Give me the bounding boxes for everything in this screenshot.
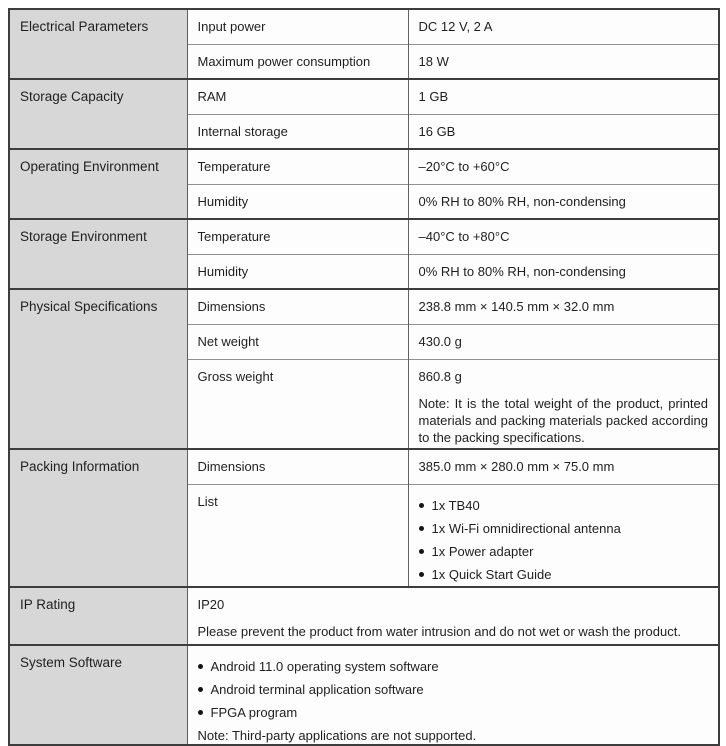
value-cell: 16 GB: [408, 114, 719, 149]
parameter-cell: Humidity: [187, 184, 408, 219]
note-text: Note: Third-party applications are not supported.: [197, 727, 477, 743]
parameter-cell: Maximum power consumption: [187, 44, 408, 79]
list-item-label: Android terminal application software: [210, 681, 424, 697]
value-cell: –20°C to +60°C: [408, 149, 719, 184]
list-item: [198, 678, 709, 701]
parameter-cell: List: [187, 484, 408, 587]
parameter-cell: Net weight: [187, 324, 408, 359]
bullet-icon: [419, 572, 424, 577]
list-item: [419, 563, 709, 586]
category-cell: System Software: [9, 645, 187, 745]
table-row: [9, 79, 719, 114]
value-cell: 18 W: [408, 44, 719, 79]
value-cell: DC 12 V, 2 A: [408, 9, 719, 44]
list-item: [419, 540, 709, 563]
category-cell: Packing Information: [9, 449, 187, 587]
list-item-label: 1x Wi-Fi omnidirectional antenna: [431, 520, 621, 536]
parameter-cell: RAM: [187, 79, 408, 114]
bullet-icon: [198, 710, 203, 715]
bullet-icon: [419, 503, 424, 508]
spec-table: [8, 8, 720, 746]
table-row: [9, 219, 719, 254]
category-cell: IP Rating: [9, 587, 187, 645]
table-row: [9, 289, 719, 324]
list-item-label: FPGA program: [210, 704, 298, 720]
bullet-icon: [419, 526, 424, 531]
parameter-cell: Dimensions: [187, 449, 408, 484]
category-cell: Operating Environment: [9, 149, 187, 219]
parameter-cell: Gross weight: [187, 359, 408, 449]
value-cell: 238.8 mm × 140.5 mm × 32.0 mm: [408, 289, 719, 324]
list-item-label: 1x TB40: [431, 497, 480, 513]
bullet-icon: [198, 664, 203, 669]
list-item: [198, 655, 709, 678]
table-row: [9, 587, 719, 645]
category-cell: Storage Environment: [9, 219, 187, 289]
value-cell: [408, 359, 719, 449]
bullet-icon: [419, 549, 424, 554]
bullet-icon: [198, 687, 203, 692]
value-cell: [187, 587, 719, 645]
parameter-cell: Internal storage: [187, 114, 408, 149]
table-row: [9, 645, 719, 745]
parameter-cell: Dimensions: [187, 289, 408, 324]
parameter-cell: Temperature: [187, 219, 408, 254]
parameter-cell: Temperature: [187, 149, 408, 184]
value-cell: –40°C to +80°C: [408, 219, 719, 254]
value-cell: 0% RH to 80% RH, non-condensing: [408, 184, 719, 219]
category-cell: Physical Specifications: [9, 289, 187, 449]
list-item: [419, 517, 709, 540]
value-text: IP20: [197, 596, 225, 612]
table-row: [9, 9, 719, 44]
list-item: [198, 701, 709, 724]
software-list: [198, 655, 709, 724]
parameter-cell: Input power: [187, 9, 408, 44]
list-item-label: Android 11.0 operating system software: [210, 658, 439, 674]
value-cell: 430.0 g: [408, 324, 719, 359]
packing-list: [419, 494, 709, 586]
value-cell: 385.0 mm × 280.0 mm × 75.0 mm: [408, 449, 719, 484]
note-text: Note: It is the total weight of the product, printed materials and packing materials packed according to the packing specifications.: [418, 395, 708, 445]
category-cell: Electrical Parameters: [9, 9, 187, 79]
value-cell: 0% RH to 80% RH, non-condensing: [408, 254, 719, 289]
value-text: 860.8 g: [418, 368, 462, 384]
value-cell: 1 GB: [408, 79, 719, 114]
table-row: [9, 149, 719, 184]
list-item-label: 1x Power adapter: [431, 543, 534, 559]
parameter-cell: Humidity: [187, 254, 408, 289]
list-item: [419, 494, 709, 517]
list-item-label: 1x Quick Start Guide: [431, 566, 552, 582]
category-cell: Storage Capacity: [9, 79, 187, 149]
note-text: Please prevent the product from water intrusion and do not wet or wash the product.: [197, 623, 681, 639]
value-cell: [187, 645, 719, 745]
value-cell: [408, 484, 719, 587]
table-row: [9, 449, 719, 484]
